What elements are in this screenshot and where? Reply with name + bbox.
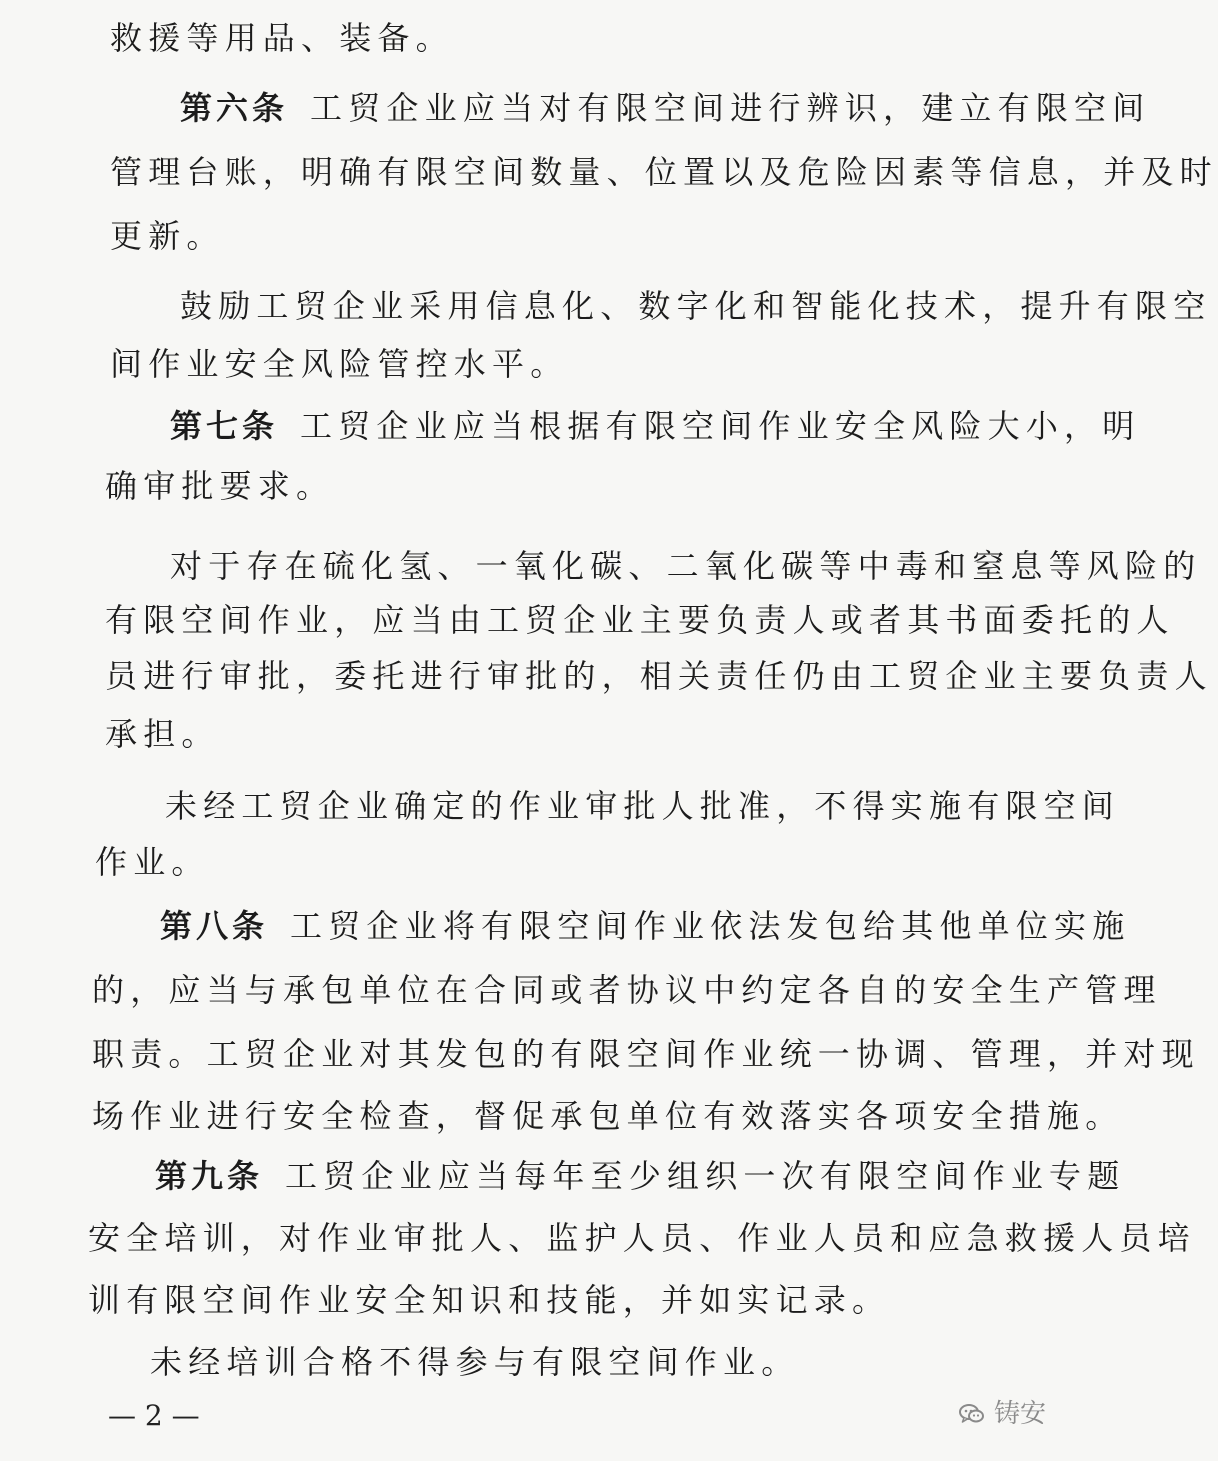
text-line: 员进行审批，委托进行审批的，相关责任仍由工贸企业主要负责人 — [105, 657, 1213, 695]
article-9-line — [155, 1154, 1125, 1198]
text-line: 确审批要求。 — [105, 467, 335, 505]
watermark — [958, 1394, 1046, 1434]
watermark-text: 铸安 — [994, 1399, 1047, 1429]
text-line: 更新。 — [110, 217, 225, 255]
text-line: 职责。工贸企业对其发包的有限空间作业统一协调、管理，并对现 — [92, 1035, 1200, 1073]
article-6-line — [180, 86, 1150, 130]
text-line: 未经工贸企业确定的作业审批人批准，不得实施有限空间 — [165, 787, 1121, 825]
text-line: 训有限空间作业安全知识和技能，并如实记录。 — [88, 1281, 891, 1319]
text-line: 管理台账，明确有限空间数量、位置以及危险因素等信息，并及时 — [110, 153, 1218, 191]
text-line: 作业。 — [95, 843, 210, 881]
text-line: 工贸企业应当每年至少组织一次有限空间作业专题 — [285, 1157, 1126, 1195]
text-line: 工贸企业应当根据有限空间作业安全风险大小，明 — [300, 407, 1141, 445]
text-line: 间作业安全风险管控水平。 — [110, 345, 569, 383]
article-title: 第六条 — [180, 89, 289, 127]
text-line: 鼓励工贸企业采用信息化、数字化和智能化技术，提升有限空 — [180, 287, 1212, 325]
page-number: — 2 — — [108, 1399, 200, 1432]
text-line: 的，应当与承包单位在合同或者协议中约定各自的安全生产管理 — [92, 971, 1162, 1009]
text-line: 救援等用品、装备。 — [110, 19, 454, 57]
article-title: 第八条 — [160, 907, 269, 945]
article-7-line — [170, 404, 1140, 448]
text-line: 工贸企业将有限空间作业依法发包给其他单位实施 — [290, 907, 1131, 945]
article-8-line — [160, 904, 1130, 948]
text-line: 工贸企业应当对有限空间进行辨识，建立有限空间 — [310, 89, 1151, 127]
article-title: 第七条 — [170, 407, 279, 445]
wechat-icon — [958, 1402, 986, 1426]
text-line: 有限空间作业，应当由工贸企业主要负责人或者其书面委托的人 — [105, 601, 1175, 639]
text-line: 安全培训，对作业审批人、监护人员、作业人员和应急救援人员培 — [88, 1219, 1196, 1257]
text-line: 场作业进行安全检查，督促承包单位有效落实各项安全措施。 — [92, 1097, 1124, 1135]
text-line: 对于存在硫化氢、一氧化碳、二氧化碳等中毒和窒息等风险的 — [170, 547, 1202, 585]
text-line: 未经培训合格不得参与有限空间作业。 — [150, 1343, 800, 1381]
article-title: 第九条 — [155, 1157, 264, 1195]
text-line: 承担。 — [105, 715, 220, 753]
